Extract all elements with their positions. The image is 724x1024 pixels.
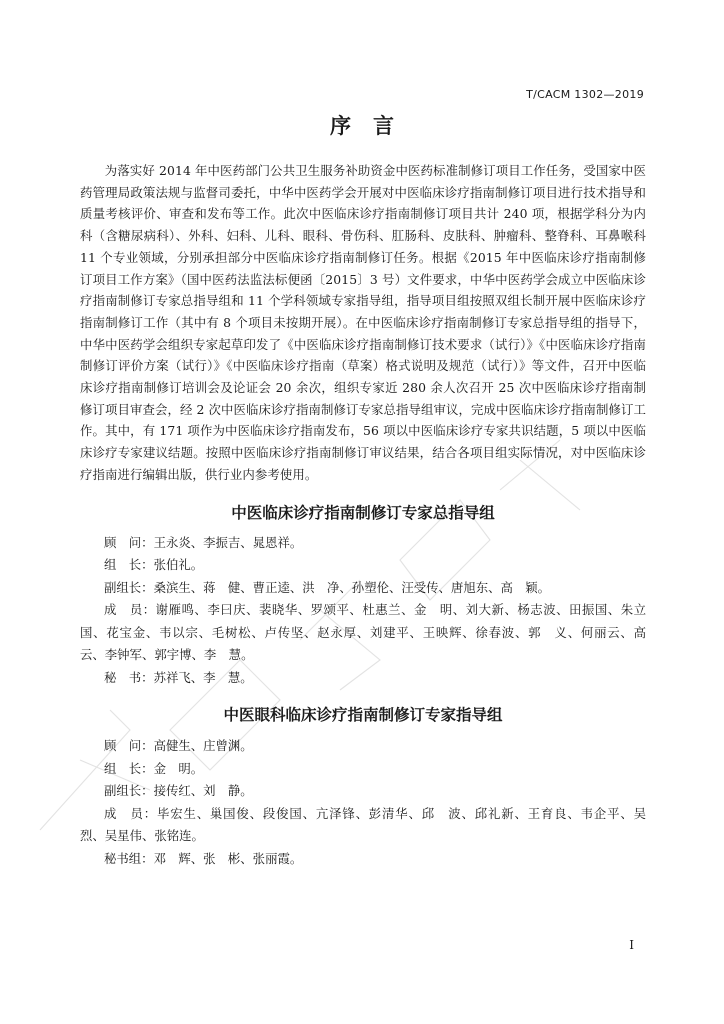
member-line-secretaries: 秘 书：苏祥飞、李 慧。 bbox=[104, 669, 253, 685]
standard-number: T/CACM 1302—2019 bbox=[526, 88, 644, 101]
document-body bbox=[80, 160, 659, 870]
member-line-members: 成 员：毕宏生、巢国俊、段俊国、亢泽锋、彭清华、邱 波、邱礼新、王育良、韦企平、吴 烈、吴星伟、张铭连。 bbox=[80, 805, 659, 844]
page-number: I bbox=[629, 938, 634, 952]
member-line-advisors: 顾 问：高健生、庄曾渊。 bbox=[104, 738, 253, 754]
page-title: 序言 bbox=[330, 114, 416, 138]
member-line-advisors: 顾 问：王永炎、李振吉、晁恩祥。 bbox=[104, 534, 303, 550]
section-heading-general-guidance: 中医临床诊疗指南制修订专家总指导组 bbox=[231, 503, 495, 522]
member-line-deputy-leaders: 副组长：桑滨生、蒋 健、曹正逵、洪 净、孙塑伦、汪受传、唐旭东、高 颖。 bbox=[104, 579, 551, 595]
member-line-leader: 组 长：张伯礼。 bbox=[104, 557, 204, 573]
member-line-members: 成 员：谢雁鸣、李曰庆、裴晓华、罗颂平、杜惠兰、金 明、刘大新、杨志波、田振国、朱立国、花宝金、韦以宗、毛树松、卢传坚、赵永厚、刘建平、王映辉、徐春波、郭 义、何丽云、高 云、李钟军、郭宇博、李 慧。 bbox=[80, 602, 659, 663]
member-line-deputy-leaders: 副组长：接传红、刘 静。 bbox=[104, 783, 253, 799]
section-heading-ophthalmology: 中医眼科临床诊疗指南制修订专家指导组 bbox=[223, 706, 503, 725]
preface-paragraph: 为落实好 2014 年中医药部门公共卫生服务补助资金中医药标准制修订项目工作任务，受国家中医药管理局政策法规与监督司委托，中华中医药学会开展对中医临床诊疗指南制修订项目进行技术指导和质量考核评价、审查和发布等工作。此次中医临床诊疗指南制修订项目共计 240 项，根据学科分为内科（含糖尿病科）、外科、妇科、儿科、眼科、骨伤科、肛肠科、皮肤科、肿瘤科、整脊科、耳鼻喉科 11 个专业领域，分别承担部分中医临床诊疗指南制修订任务。根据《2015 年中医临床诊疗指南制修订项目工作方案》（国中医药法监法标便函〔2015〕3 号）文件要求，中华中医药学会成立中医临床诊疗指南制修订专家总指导组和 11 个学科领域专家指导组，指导项目组按照双组长制开展中医临床诊疗指南制修订工作（其中有 8 个项目未按期开展）。在中医临床诊疗指南制修订专家总指导组的指导下，中华中医药学会组织专家起草印发了《中医临床诊疗指南制修订技术要求（试行）》《中医临床诊疗指南制修订评价方案（试行）》《中医临床诊疗指南（草案）格式说明及规范（试行）》等文件，召开中医临床诊疗指南制修订培训会及论证会 20 余次，组织专家近 280 余人次召开 25 次中医临床诊疗指南制修订项目审查会，经 2 次中医临床诊疗指南制修订专家总指导组审议，完成中医临床诊疗指南制修订工作。其中，有 171 项作为中医临床诊疗指南发布，56 项以中医临床诊疗专家共识结题，5 项以中医临床诊疗专家建议结题。按照中医临床诊疗指南制修订审议结果，结合各项目组实际情况，对中医临床诊疗指南进行编辑出版，供行业内参考使用。 bbox=[80, 163, 646, 482]
member-line-secretaries: 秘书组：邓 辉、张 彬、张丽霞。 bbox=[104, 850, 303, 866]
member-line-leader: 组 长：金 明。 bbox=[104, 760, 204, 776]
